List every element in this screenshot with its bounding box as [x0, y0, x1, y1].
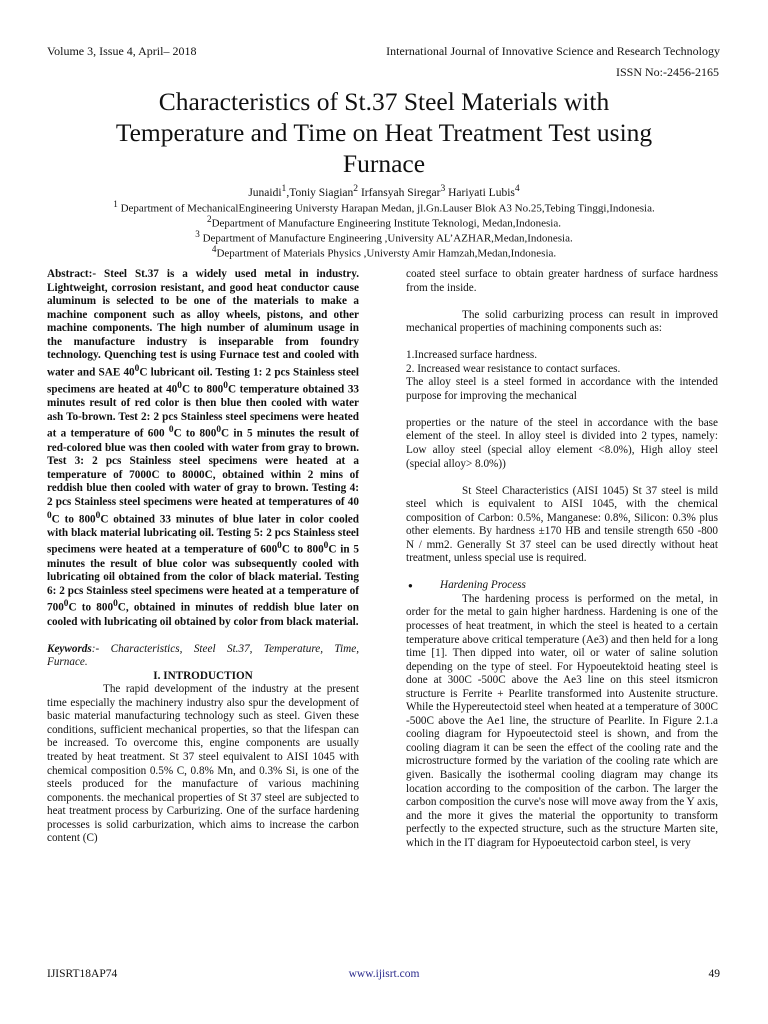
- author-sup: 3: [440, 183, 446, 194]
- affiliation-text: Department of Materials Physics ,Universty Amir Hamzah,Medan,Indonesia.: [216, 247, 557, 260]
- title-line: Temperature and Time on Heat Treatment Test using: [115, 118, 653, 147]
- author-sup: 2: [353, 183, 359, 194]
- degree-sup: 0: [277, 541, 282, 552]
- affiliation-text: Department of Manufacture Engineering Institute Teknologi, Medan,Indonesia.: [211, 217, 561, 230]
- degree-sup: 0: [216, 425, 221, 436]
- paragraph: The alloy steel is a steel formed in accordance with the intended purpose for improving the mechanical: [406, 376, 718, 402]
- title-line: Characteristics of St.37 Steel Materials with: [158, 87, 610, 116]
- affiliation-text: Department of Manufacture Engineering ,University AL’AZHAR,Medan,Indonesia.: [199, 232, 573, 245]
- degree-sup: 0: [223, 381, 228, 392]
- abstract-text: Steel St.37 is a widely used metal in industry. Lightweight, corrosion resistant, and good heat conductor cause aluminum is selected to be one of the materials to make a machine component such as alloy wheels, pistons, and other machine components. The high number of aluminum usage in the manufacture industry is inseparable from foundry technology. Quenching test is using Furnace test and cooled with water and SAE 40: [47, 268, 359, 379]
- spacer: [406, 471, 718, 485]
- author-name: Hariyati Lubis: [445, 186, 515, 199]
- spacer: [47, 629, 359, 643]
- keywords-text: :- Characteristics, Steel St.37, Temperature, Time, Furnace.: [47, 642, 359, 669]
- paper-title: [40, 86, 728, 179]
- abstract-text: C temperature obtained 33 minutes result of red color is then blue then cooled with water ash To-brown. Test 2: 2 pcs Stainless steel specimens were heated at a temperature of 600: [47, 383, 360, 441]
- abstract-text: C lubricant oil. Testing 1: 2 pcs Stainless steel specimens are heated at 40: [47, 366, 359, 396]
- paragraph: St Steel Characteristics (AISI 1045) St 37 steel is mild steel which is equivalent to AISI 1045, with the chemical composition of Carbon: 0.5%, Manganese: 0.8%, Silicon: 0.3% plus other elements. By hardness ±170 HB and tensile strength 650 -800 N / mm2. Generally St 37 steel can be used directly without heat treatment, unless special use is required.: [406, 484, 718, 565]
- abstract-text: C in 5 minutes the result of blue color was subsequently cooled with lubricating oil obtained from the color of black material. Testing 6: 2 pcs Stainless steel specimens were heated at a temperature of 700: [47, 544, 359, 614]
- left-column: [47, 268, 359, 846]
- abstract-text: C, obtained in minutes of reddish blue later on cooled with lubricating oil obtained by color from black material.: [47, 601, 359, 628]
- keywords: [47, 643, 359, 670]
- spacer: [406, 566, 718, 580]
- author-name: Junaidi: [248, 186, 282, 199]
- footer-paper-id: IJISRT18AP74: [47, 968, 118, 980]
- spacer: [406, 403, 718, 417]
- paragraph: coated steel surface to obtain greater hardness of surface hardness from the inside.: [406, 268, 718, 294]
- running-header-journal: International Journal of Innovative Science and Research Technology: [386, 44, 720, 58]
- affiliation-text: Department of MechanicalEngineering Universty Harapan Medan, jl.Gn.Lauser Blok A3 No.25,Tebing Tinggi,Indonesia.: [117, 202, 655, 215]
- author-sup: 1: [281, 183, 287, 194]
- spacer: [406, 336, 718, 350]
- title-line: Furnace: [342, 149, 426, 178]
- abstract-label: Abstract:-: [47, 268, 97, 280]
- paragraph: The hardening process is performed on the metal, in order for the metal to gain higher hardness. Hardening is one of the processes of heat treatment, in which the steel is heated to a certain temperature above critical temperature (Ae3) and then held for a long time [1]. Then dipped into water, oil or water of saline solution depending on the type of steel. For Hypoeutektoid heating steel is done at 300C -500C above the Ae3 line on this steel itsmicron structure is Ferrite + Pearlite transformed into Austenite structure. While the Hypereutectoid steel when heated at a temperature of 300C -500C above the Ae1 line, the structure of Pearlite. In Figure 2.1.a cooling diagram for Hypoeutectoid steel is shown, and from the cooling diagram it can be seen the effect of the cooling rate and the microstructure formed by the variation of the cooling rate which are given. Basically the isothermal cooling diagram may change its location according to the composition of the carbon. The larger the carbon composition the curve's nose will move away from the Y axis, and the more it gives the material the opportunity to transform perfectly to the expected structure, such as the structure Marten site, which in the IT diagram for Hypoeutectoid carbon steel, is very: [406, 592, 718, 849]
- author-name: ,Toniy Siagian: [286, 186, 354, 199]
- degree-sup: 0: [113, 599, 118, 610]
- keywords-label: Keywords: [47, 642, 92, 655]
- right-column: [406, 268, 718, 850]
- degree-sup: 0: [323, 541, 329, 552]
- degree-sup: 0: [168, 425, 174, 436]
- affiliation-sup: 2: [207, 214, 212, 224]
- list-item: 2. Increased wear resistance to contact surfaces.: [406, 362, 621, 375]
- abstract-text: C to 800: [173, 428, 217, 441]
- affiliation-sup: 1: [113, 199, 118, 209]
- abstract-text: C to 800: [51, 513, 96, 526]
- degree-sup: 0: [95, 510, 101, 521]
- abstract: [47, 268, 359, 629]
- bullet-label: Hardening Process: [440, 579, 526, 592]
- affiliation-4: [0, 242, 768, 261]
- degree-sup: 0: [177, 381, 182, 392]
- bullet-icon: ●: [408, 581, 413, 591]
- affiliation-sup: 3: [195, 229, 200, 239]
- abstract-text: C obtained 33 minutes of blue later in color cooled with black material lubricating oil. Testing 5: 2 pcs Stainless steel specimens were heated at a temperature of 600: [47, 513, 359, 557]
- degree-sup: 0: [63, 599, 69, 610]
- degree-sup: 0: [134, 363, 140, 374]
- degree-sup: 0: [47, 510, 52, 521]
- issn-line: ISSN No:-2456-2165: [615, 65, 719, 79]
- section-heading-introduction: I. INTRODUCTION: [153, 669, 253, 682]
- author-name: Irfansyah Siregar: [358, 186, 441, 199]
- spacer: [406, 295, 718, 309]
- author-sup: 4: [514, 183, 520, 194]
- footer-website-link[interactable]: www.ijisrt.com: [348, 968, 420, 980]
- intro-paragraph: The rapid development of the industry at the present time especially the machinery industry also spur the development of basic material manufacturing technology such as steel. Given these conditions, sufficient mechanical properties, so that the lifespan can be increased. To overcome this, engine components are usually treated by heat treatment. St 37 steel equivalent to AISI 1045 with chemical composition 0.5% C, 0.8% Mn, and 0.3% Si, is one of the steels produced for the manufacture of various machining components. the mechanical properties of St 37 steel are subjected to heat treatment process by Carburizing. One of the surface hardening processes is solid carburization, which aims to increase the carbon content (C): [47, 683, 359, 845]
- abstract-text: C to 800: [181, 383, 224, 396]
- paragraph: The solid carburizing process can result in improved mechanical properties of machining components such as:: [406, 308, 718, 335]
- bullet-heading-hardening: [406, 579, 718, 593]
- list-item: 1.Increased surface hardness.: [406, 349, 538, 362]
- footer-page-number: 49: [708, 968, 720, 980]
- abstract-text: C in 5 minutes the result of red-colored blue was then cooled with water from gray to brown. Test 3: 2 pcs Stainless steel specimens were heated at a temperature of 7000C to 8000C, obtained within 2 mins of reddish blue then cooled with water of gray to brown. Testing 4: 2 pcs Stainless steel specimens were heated at temperatures of 40: [47, 428, 360, 508]
- paragraph: properties or the nature of the steel in accordance with the base element of the steel. In alloy steel is divided into 2 types, namely: Low alloy steel (special alloy element <8.0%), High alloy steel (special alloy> 8.0%)): [406, 416, 718, 470]
- abstract-text: C to 800: [68, 601, 114, 614]
- running-header-volume: Volume 3, Issue 4, April– 2018: [47, 44, 197, 58]
- affiliation-sup: 4: [211, 244, 217, 254]
- abstract-text: C to 800: [281, 544, 324, 557]
